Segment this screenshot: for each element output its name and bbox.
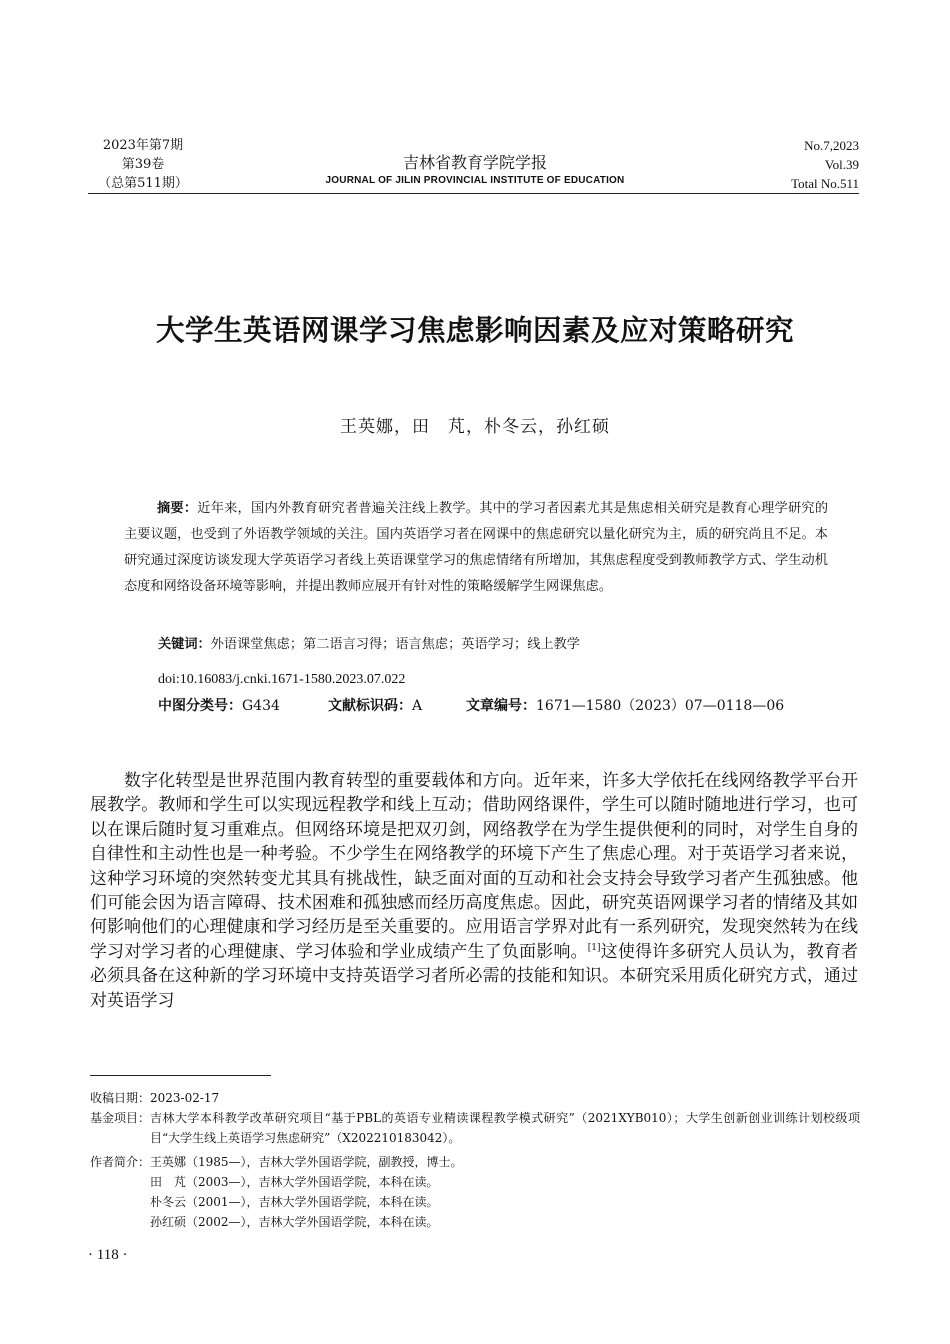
abstract-label: 摘要： [157, 501, 198, 516]
received-label: 收稿日期： [90, 1091, 151, 1105]
footnote-authors [90, 1152, 860, 1232]
article-number [466, 696, 784, 716]
journal-name-en: JOURNAL OF JILIN PROVINCIAL INSTITUTE OF EDUCATION [325, 175, 625, 186]
header-number: No.7,2023 [804, 138, 859, 153]
header-volume: 第39卷 [121, 157, 165, 172]
body-text-part1: 数字化转型是世界范围内教育转型的重要载体和方向。近年来，许多大学依托在线网络教学平台开展教学。教师和学生可以实现远程教学和线上互动；借助网络课件，学生可以随时随地进行学习，也可以在课后随时复习重难点。但网络环境是把双刃剑，网络教学在为学生提供便利的同时，对学生自身的自律性和主动性也是一种考验。不少学生在网络教学的环境下产生了焦虑心理。对于英语学习者来说，这种学习环境的突然转变尤其具有挑战性，缺乏面对面的互动和社会支持会导致学习者产生孤独感。他们可能会因为语言障碍、技术困难和孤独感而经历高度焦虑。因此，研究英语网课学习者的情绪及其如何影响他们的心理健康和学习经历是至关重要的。应用语言学界对此有一系列研究，发现突然转为在线学习对学习者的心理健康、学习体验和学业成绩产生了负面影响。 [90, 770, 858, 961]
keywords-label: 关键词： [158, 637, 211, 652]
header-issue-info-en [659, 136, 859, 193]
classification-line [158, 696, 858, 716]
author-bio: 王英娜（1985—），吉林大学外国语学院，副教授，博士。 [150, 1155, 463, 1169]
body-paragraph [90, 768, 858, 1012]
author-list: 王英娜，田 芃，朴冬云，孙红硕 [340, 417, 610, 437]
article-title: 大学生英语网课学习焦虑影响因素及应对策略研究 [155, 314, 794, 347]
header-issue-info [88, 136, 198, 193]
document-code-value: A [412, 698, 423, 714]
header-year-issue: 2023年第7期 [102, 138, 184, 153]
keywords-text: 外语课堂焦虑；第二语言习得；语言焦虑；英语学习；线上教学 [210, 637, 580, 652]
article-number-value: 1671—1580（2023）07—0118—06 [536, 698, 785, 714]
clc-label: 中图分类号： [158, 698, 242, 714]
citation-ref: [1] [587, 942, 601, 953]
footnote-funding [90, 1108, 860, 1148]
page-number: · 118 · [88, 1247, 128, 1263]
footnote-received [90, 1088, 860, 1108]
author-bio: 朴冬云（2001—），吉林大学外国语学院，本科在读。 [150, 1195, 439, 1209]
fund-label: 基金项目： [90, 1111, 151, 1125]
author-bio: 田 芃（2003—），吉林大学外国语学院，本科在读。 [150, 1175, 439, 1189]
received-value: 2023-02-17 [150, 1091, 220, 1105]
footnote-rule [90, 1075, 271, 1076]
document-code-label: 文献标识码： [328, 698, 412, 714]
fund-text: 吉林大学本科教学改革研究项目“基于PBL的英语专业精读课程教学模式研究”（2021XYB010）；大学生创新创业训练计划校级项目“大学生线上英语学习焦虑研究”（X202210183042）。 [150, 1111, 860, 1145]
clc-number [158, 696, 280, 716]
abstract-text: 近年来，国内外教育研究者普遍关注线上教学。其中的学习者因素尤其是焦虑相关研究是教育心理学研究的主要议题，也受到了外语教学领域的关注。国内英语学习者在网课中的焦虑研究以量化研究为主，质的研究尚且不足。本研究通过深度访谈发现大学英语学习者线上英语课堂学习的焦虑情绪有所增加，其焦虑程度受到教师教学方式、学生动机态度和网络设备环境等影响，并提出教师应展开有针对性的策略缓解学生网课焦虑。 [124, 501, 829, 594]
author-bio: 孙红硕（2002—），吉林大学外国语学院，本科在读。 [150, 1215, 439, 1229]
header-total-issue: （总第511期） [98, 176, 188, 191]
abstract [124, 496, 828, 600]
article-number-label: 文章编号： [466, 698, 536, 714]
header-rule [88, 193, 859, 194]
journal-name-cn: 吉林省教育学院学报 [402, 153, 547, 172]
authors-label: 作者简介： [90, 1155, 151, 1169]
document-code [328, 696, 422, 716]
header-total-no: Total No.511 [791, 176, 859, 191]
body-text-part2: 这使得许多研究人员认为，教育者必须具备在这种新的学习环境中支持英语学习者所必需的技能和知识。本研究采用质化研究方式，通过对英语学习 [90, 940, 859, 1010]
doi: doi:10.16083/j.cnki.1671-1580.2023.07.022 [158, 672, 406, 687]
keywords [158, 632, 838, 658]
header-vol: Vol.39 [824, 157, 859, 172]
clc-value: G434 [242, 698, 280, 714]
